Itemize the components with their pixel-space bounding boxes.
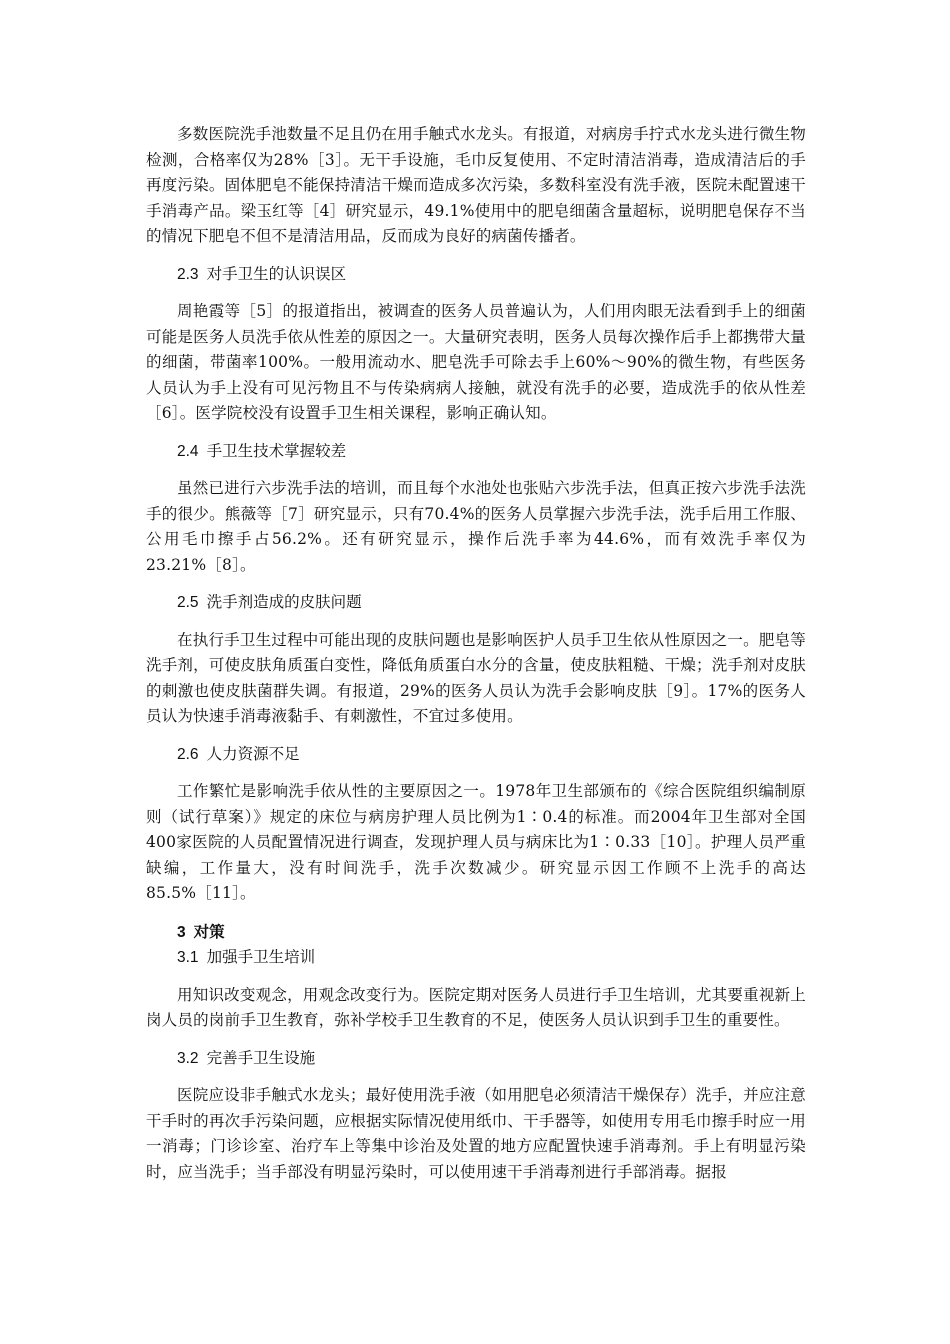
paragraph-misconceptions: 周艳霞等［5］的报道指出，被调查的医务人员普遍认为，人们用肉眼无法看到手上的细菌可能是医务人员洗手依从性差的原因之一。大量研究表明，医务人员每次操作后手上都携带大量的细菌，带菌率100%。一般用流动水、肥皂洗手可除去手上60%～90%的微生物，有些医务人员认为手上没有可见污物且不与传染病病人接触，就没有洗手的必要，造成洗手的依从性差［6］。医学院校没有设置手卫生相关课程，影响正确认知。 [146, 302, 806, 422]
section-heading-2-4 [146, 439, 806, 465]
section-title: 对策 [193, 921, 225, 941]
section-title: 加强手卫生培训 [206, 948, 316, 966]
section-title: 人力资源不足 [206, 744, 300, 763]
section-title: 手卫生技术掌握较差 [206, 441, 347, 460]
paragraph-training: 用知识改变观念，用观念改变行为。医院定期对医务人员进行手卫生培训，尤其要重视新上岗人员的岗前手卫生教育，弥补学校手卫生教育的不足，使医务人员认识到手卫生的重要性。 [146, 985, 806, 1029]
section-heading-3-2 [146, 1046, 806, 1072]
section-number: 3.1 [177, 949, 199, 966]
article-body [146, 122, 806, 1185]
paragraph-skin-problems: 在执行手卫生过程中可能出现的皮肤问题也是影响医护人员手卫生依从性原因之一。肥皂等洗手剂，可使皮肤角质蛋白变性，降低角质蛋白水分的含量，使皮肤粗糙、干燥；洗手剂对皮肤的刺激也使皮肤菌群失调。有报道，29%的医务人员认为洗手会影响皮肤［9］。17%的医务人员认为快速手消毒液黏手、有刺激性，不宜过多使用。 [146, 630, 806, 725]
section-number: 3 [177, 923, 186, 941]
paragraph-facility-improvement: 医院应设非手触式水龙头；最好使用洗手液（如用肥皂必须清洁干燥保存）洗手，并应注意干手时的再次手污染问题，应根据实际情况使用纸巾、干手器等，如使用专用毛巾擦手时应一用一消毒；门诊诊室、治疗车上等集中诊治及处置的地方应配置快速手消毒剂。手上有明显污染时，应当洗手；当手部没有明显污染时，可以使用速干手消毒剂进行手部消毒。据报 [146, 1086, 806, 1181]
section-title: 洗手剂造成的皮肤问题 [206, 593, 362, 611]
section-number: 2.5 [177, 594, 199, 611]
section-heading-2-3 [146, 262, 806, 288]
paragraph-staffing: 工作繁忙是影响洗手依从性的主要原因之一。1978年卫生部颁布的《综合医院组织编制原则（试行草案）》规定的床位与病房护理人员比例为1∶0.4的标准。而2004年卫生部对全国400家医院的人员配置情况进行调查，发现护理人员与病床比为1∶0.33［10］。护理人员严重缺编，工作量大，没有时间洗手，洗手次数减少。研究显示因工作顾不上洗手的高达85.5%［11］。 [146, 782, 806, 902]
paragraph-technique: 虽然已进行六步洗手法的培训，而且每个水池处也张贴六步洗手法，但真正按六步洗手法洗手的很少。熊薇等［7］研究显示，只有70.4%的医务人员掌握六步洗手法，洗手后用工作服、公用毛巾擦手占56.2%。还有研究显示，操作后洗手率为44.6%，而有效洗手率仅为23.21%［8］。 [146, 479, 806, 574]
section-title: 对手卫生的认识误区 [206, 264, 347, 283]
section-heading-2-5 [146, 590, 806, 616]
paragraph-facilities: 多数医院洗手池数量不足且仍在用手触式水龙头。有报道，对病房手拧式水龙头进行微生物检测，合格率仅为28%［3］。无干手设施，毛巾反复使用、不定时清洁消毒，造成清洁后的手再度污染。固体肥皂不能保持清洁干燥而造成多次污染，多数科室没有洗手液，医院未配置速干手消毒产品。梁玉红等［4］研究显示，49.1%使用中的肥皂细菌含量超标，说明肥皂保存不当的情况下肥皂不但不是清洁用品，反而成为良好的病菌传播者。 [146, 125, 806, 245]
section-number: 3.2 [177, 1049, 199, 1067]
section-number: 2.6 [177, 745, 199, 763]
section-heading-3-1 [146, 945, 806, 971]
section-title: 完善手卫生设施 [206, 1048, 316, 1067]
section-number: 2.4 [177, 442, 199, 460]
section-number: 2.3 [177, 265, 199, 283]
section-heading-3 [146, 919, 806, 946]
section-heading-2-6 [146, 742, 806, 768]
